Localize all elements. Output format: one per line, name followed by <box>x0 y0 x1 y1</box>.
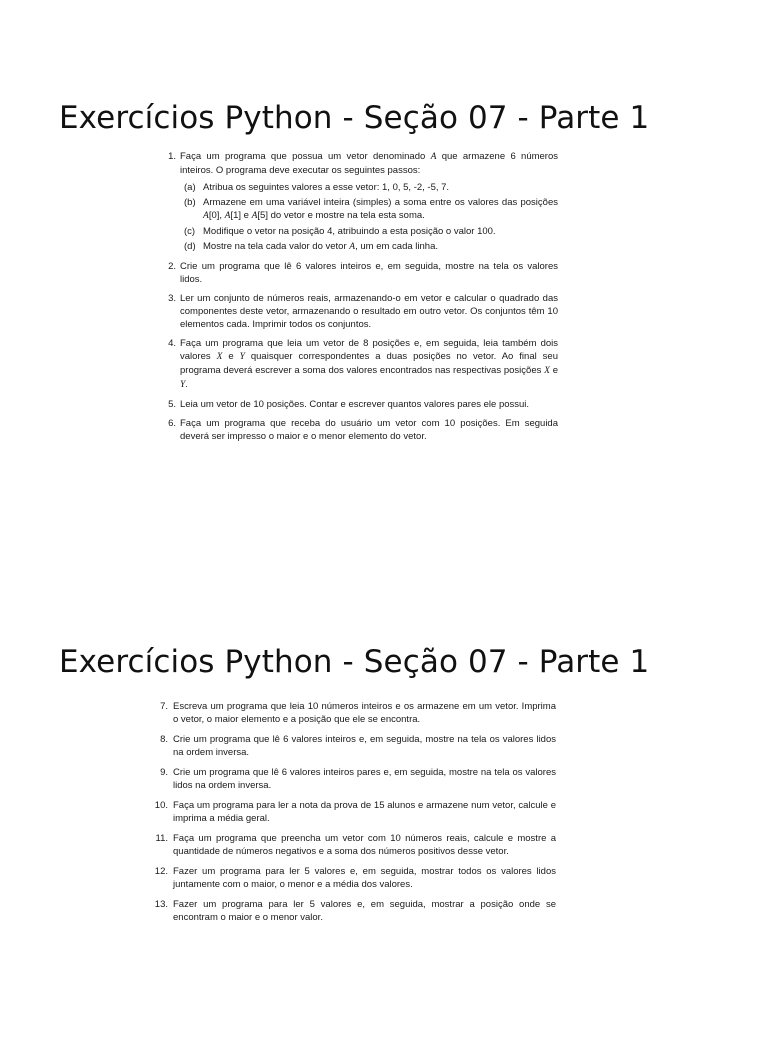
exercise-number: 3. <box>168 293 176 304</box>
math-variable: X <box>544 366 550 376</box>
math-variable: Y <box>180 380 186 390</box>
exercise-item-9 <box>152 766 556 792</box>
exercise-item-7 <box>152 700 556 726</box>
exercise-text: Leia um vetor de 10 posições. Contar e escrever quantos valores pares ele possui. <box>180 399 530 410</box>
exercise-text: Fazer um programa para ler 5 valores e, em seguida, mostrar todos os valores lidos juntamente com o maior, o menor e a média dos valores. <box>173 866 556 890</box>
exercise-text: Faça um programa para ler a nota da prova de 15 alunos e armazene num vetor, calcule e imprima a média geral. <box>173 800 556 824</box>
exercise-number: 11. <box>155 833 168 844</box>
exercise-text: Fazer um programa para ler 5 valores e, em seguida, mostrar a posição onde se encontram o maior e o menor valor. <box>173 899 556 923</box>
exercise-text: Crie um programa que lê 6 valores inteiros e, em seguida, mostre na tela os valores lidos na ordem inversa. <box>173 734 556 758</box>
exercise-list <box>160 150 558 449</box>
math-variable: A <box>203 211 209 221</box>
math-variable: A <box>430 152 437 162</box>
exercise-item-2 <box>160 260 558 286</box>
sub-item-mark: (a) <box>184 182 196 193</box>
slide-1 <box>0 0 768 512</box>
math-variable: A <box>224 211 231 221</box>
exercise-item-4 <box>160 337 558 392</box>
sub-item-b <box>180 196 558 223</box>
exercise-number: 5. <box>168 399 176 410</box>
math-variable: A <box>349 242 356 252</box>
exercise-item-6 <box>160 417 558 443</box>
math-variable: Y <box>239 352 245 362</box>
slide-title: Exercícios Python - Seção 07 - Parte 1 <box>59 100 650 136</box>
exercise-text: Faça um programa que leia um vetor de 8 posições e, em seguida, leia também dois valores X e Y quaisquer correspondentes a duas posições no vetor. Ao final seu programa deverá escrever a soma dos valores encontrados nas respectivas posições X e Y. <box>180 338 558 390</box>
sub-item-text: Mostre na tela cada valor do vetor A, um em cada linha. <box>203 241 438 252</box>
exercise-item-1 <box>160 150 558 254</box>
exercise-text: Ler um conjunto de números reais, armazenando-o em vetor e calcular o quadrado das componentes deste vetor, armazenando o resultado em outro vetor. Os conjuntos têm 10 elementos cada. Imprimir todos os conjuntos. <box>180 293 558 330</box>
slide-title: Exercícios Python - Seção 07 - Parte 1 <box>59 644 650 680</box>
exercise-number: 9. <box>160 767 168 778</box>
exercise-number: 10. <box>154 800 168 811</box>
exercise-item-3 <box>160 292 558 331</box>
exercise-text: Crie um programa que lê 6 valores inteiros e, em seguida, mostre na tela os valores lidos. <box>180 261 558 285</box>
sub-item-mark: (b) <box>184 197 196 208</box>
exercise-text: Faça um programa que receba do usuário um vetor com 10 posições. Em seguida deverá ser impresso o maior e o menor elemento do vetor. <box>180 418 558 442</box>
sub-item-c <box>180 225 558 238</box>
exercise-item-5 <box>160 398 558 411</box>
sub-item-text: Modifique o vetor na posição 4, atribuindo a esta posição o valor 100. <box>203 226 496 237</box>
exercise-text: Crie um programa que lê 6 valores inteiros pares e, em seguida, mostre na tela os valores lidos na ordem inversa. <box>173 767 556 791</box>
exercise-item-12 <box>152 865 556 891</box>
sub-item-mark: (c) <box>184 226 196 237</box>
exercise-number: 13. <box>154 899 168 910</box>
exercise-number: 8. <box>160 734 168 745</box>
sub-list <box>180 181 558 254</box>
exercise-text: Faça um programa que preencha um vetor com 10 números reais, calcule e mostre a quantidade de números negativos e a soma dos números positivos desse vetor. <box>173 833 556 857</box>
sub-item-a <box>180 181 558 194</box>
sub-item-text: Armazene em uma variável inteira (simples) a soma entre os valores das posições A[0], A[1] e A[5] do vetor e mostre na tela esta soma. <box>203 197 558 221</box>
exercise-item-8 <box>152 733 556 759</box>
exercise-item-11 <box>152 832 556 858</box>
exercise-number: 4. <box>168 338 176 349</box>
exercise-text: Escreva um programa que leia 10 números inteiros e os armazene em um vetor. Imprima o vetor, o maior elemento e a posição que ele se encontra. <box>173 701 556 725</box>
sub-item-text: Atribua os seguintes valores a esse vetor: 1, 0, 5, -2, -5, 7. <box>203 182 450 193</box>
sub-item-d <box>180 240 558 254</box>
slide-2 <box>0 540 768 1052</box>
math-variable: X <box>216 352 223 362</box>
exercise-number: 1. <box>168 151 176 162</box>
exercise-list <box>152 700 556 931</box>
math-variable: A <box>251 211 258 221</box>
exercise-item-10 <box>152 799 556 825</box>
sub-item-mark: (d) <box>184 241 196 252</box>
exercise-number: 7. <box>160 701 168 712</box>
exercise-item-13 <box>152 898 556 924</box>
exercise-number: 6. <box>168 418 176 429</box>
exercise-text: Faça um programa que possua um vetor denominado A que armazene 6 números inteiros. O programa deve executar os seguintes passos: <box>180 151 559 176</box>
exercise-number: 2. <box>168 261 176 272</box>
exercise-number: 12. <box>154 866 168 877</box>
